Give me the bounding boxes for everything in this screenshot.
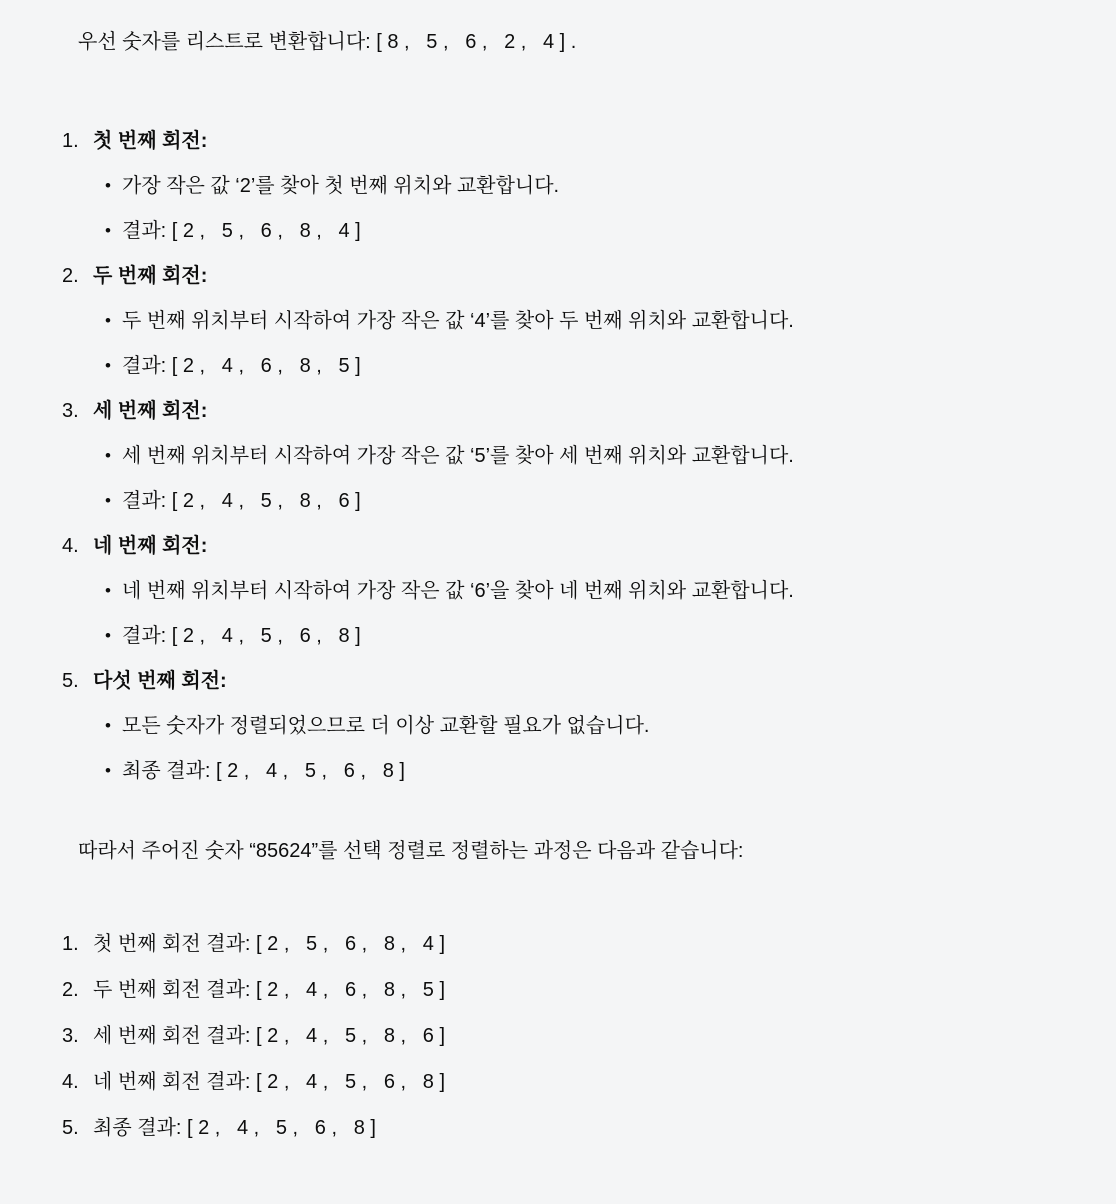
list-item <box>122 351 1096 381</box>
detail-text: 결과: [ 2 , 4 , 5 , 6 , 8 ] <box>122 625 361 647</box>
list-item <box>93 261 1096 381</box>
summary-list <box>78 929 1096 1143</box>
list-item <box>122 441 1096 471</box>
list-item <box>122 621 1096 651</box>
round-title: 세 번째 회전: <box>93 400 208 422</box>
round-details <box>93 171 1096 246</box>
detail-text: 가장 작은 값 ‘2’를 찾아 첫 번째 위치와 교환합니다. <box>122 175 560 197</box>
list-item <box>122 216 1096 246</box>
detail-text: 결과: [ 2 , 5 , 6 , 8 , 4 ] <box>122 220 361 242</box>
round-details <box>93 711 1096 786</box>
rounds-list <box>78 126 1096 786</box>
detail-text: 결과: [ 2 , 4 , 6 , 8 , 5 ] <box>122 355 361 377</box>
list-item <box>122 711 1096 741</box>
detail-text: 두 번째 위치부터 시작하여 가장 작은 값 ‘4’를 찾아 두 번째 위치와 교환합니다. <box>122 310 794 332</box>
list-item <box>93 396 1096 516</box>
list-item <box>93 531 1096 651</box>
round-title: 다섯 번째 회전: <box>93 670 227 692</box>
list-item: 첫 번째 회전 결과: [ 2 , 5 , 6 , 8 , 4 ] <box>93 933 445 955</box>
round-details <box>93 306 1096 381</box>
assistant-message <box>78 27 1096 1143</box>
round-title: 두 번째 회전: <box>93 265 208 287</box>
detail-text: 최종 결과: [ 2 , 4 , 5 , 6 , 8 ] <box>122 760 405 782</box>
list-item <box>122 171 1096 201</box>
detail-text: 모든 숫자가 정렬되었으므로 더 이상 교환할 필요가 없습니다. <box>122 715 650 737</box>
round-details <box>93 576 1096 651</box>
list-item <box>93 666 1096 786</box>
list-item <box>122 306 1096 336</box>
list-item <box>122 576 1096 606</box>
summary-paragraph: 따라서 주어진 숫자 “85624”를 선택 정렬로 정렬하는 과정은 다음과 같습니다: <box>78 840 744 862</box>
round-title: 첫 번째 회전: <box>93 130 208 152</box>
intro-paragraph: 우선 숫자를 리스트로 변환합니다: [ 8 , 5 , 6 , 2 , 4 ] . <box>78 31 577 53</box>
list-item: 네 번째 회전 결과: [ 2 , 4 , 5 , 6 , 8 ] <box>93 1071 445 1093</box>
list-item <box>93 126 1096 246</box>
list-item <box>122 486 1096 516</box>
list-item: 최종 결과: [ 2 , 4 , 5 , 6 , 8 ] <box>93 1117 376 1139</box>
round-details <box>93 441 1096 516</box>
detail-text: 결과: [ 2 , 4 , 5 , 8 , 6 ] <box>122 490 361 512</box>
detail-text: 네 번째 위치부터 시작하여 가장 작은 값 ‘6’을 찾아 네 번째 위치와 교환합니다. <box>122 580 794 602</box>
list-item: 두 번째 회전 결과: [ 2 , 4 , 6 , 8 , 5 ] <box>93 979 445 1001</box>
detail-text: 세 번째 위치부터 시작하여 가장 작은 값 ‘5’를 찾아 세 번째 위치와 교환합니다. <box>122 445 794 467</box>
round-title: 네 번째 회전: <box>93 535 208 557</box>
list-item: 세 번째 회전 결과: [ 2 , 4 , 5 , 8 , 6 ] <box>93 1025 445 1047</box>
list-item <box>122 756 1096 786</box>
